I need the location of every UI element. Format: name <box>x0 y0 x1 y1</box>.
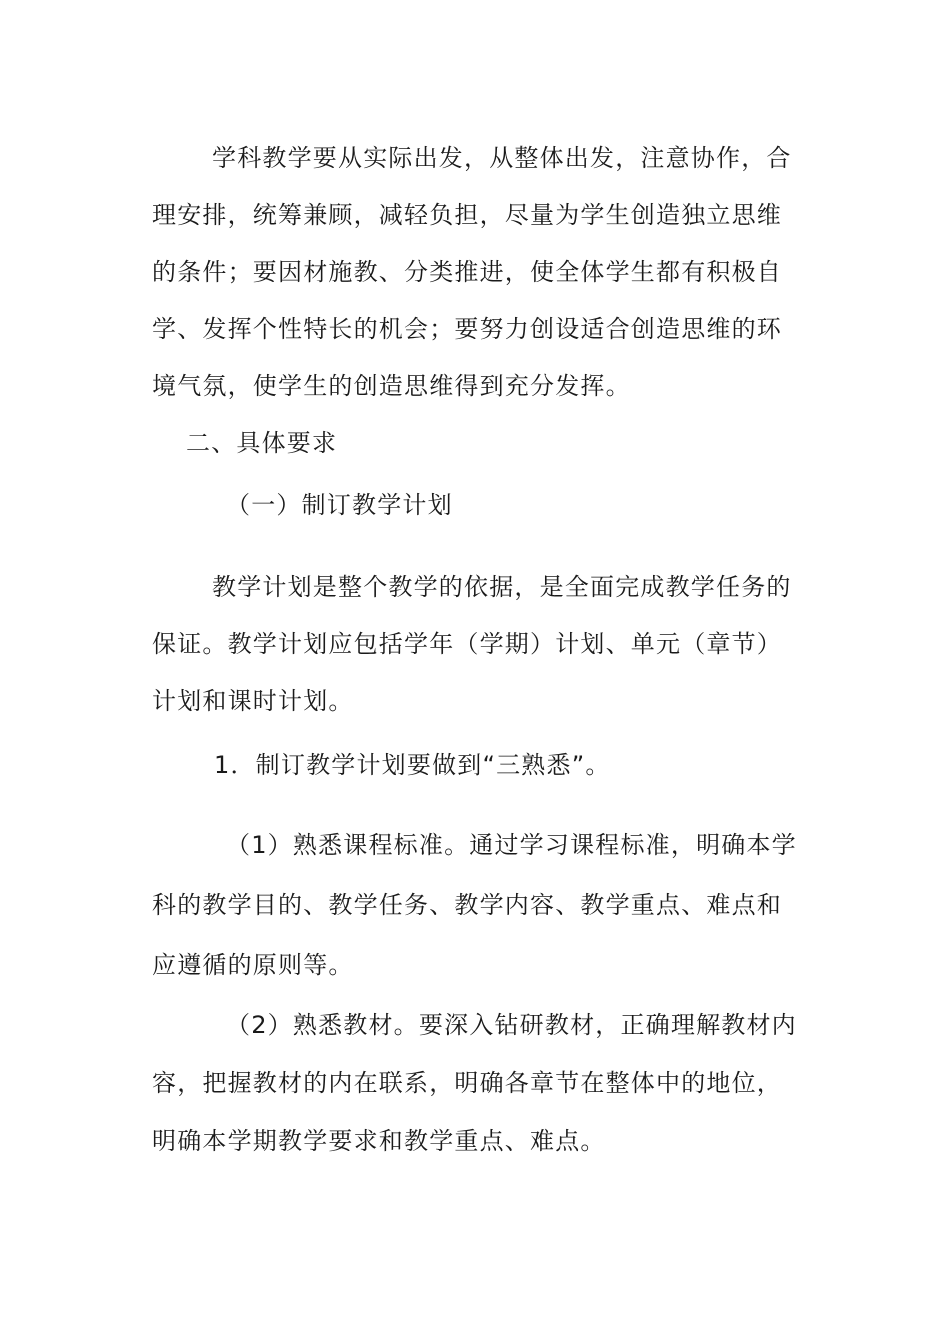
text-line: 境气氛，使学生的创造思维得到充分发挥。 <box>152 372 631 400</box>
text-line: 理安排，统筹兼顾，减轻负担，尽量为学生创造独立思维 <box>152 201 782 229</box>
text-line: 的条件；要因材施教、分类推进，使全体学生都有积极自 <box>152 258 782 286</box>
section-heading: 二、具体要求 <box>186 429 338 457</box>
text-line: （1）熟悉课程标准。通过学习课程标准，明确本学 <box>226 831 797 859</box>
text-line: 学、发挥个性特长的机会；要努力创设适合创造思维的环 <box>152 315 782 343</box>
text-line: 科的教学目的、教学任务、教学内容、教学重点、难点和 <box>152 891 782 919</box>
text-line: 明确本学期教学要求和教学重点、难点。 <box>152 1127 606 1155</box>
text-line: 计划和课时计划。 <box>152 687 354 715</box>
subsection-heading: （一）制订教学计划 <box>226 491 453 519</box>
text-line: 教学计划是整个教学的依据，是全面完成教学任务的 <box>212 573 792 601</box>
text-line: 学科教学要从实际出发，从整体出发，注意协作，合 <box>212 144 792 172</box>
text-line: 保证。教学计划应包括学年（学期）计划、单元（章节） <box>152 630 782 658</box>
text-line: （2）熟悉教材。要深入钻研教材，正确理解教材内 <box>226 1011 797 1039</box>
text-line: 容，把握教材的内在联系，明确各章节在整体中的地位， <box>152 1069 782 1097</box>
text-line: 应遵循的原则等。 <box>152 951 354 979</box>
numbered-item-heading: 1．制订教学计划要做到“三熟悉”。 <box>214 751 611 779</box>
